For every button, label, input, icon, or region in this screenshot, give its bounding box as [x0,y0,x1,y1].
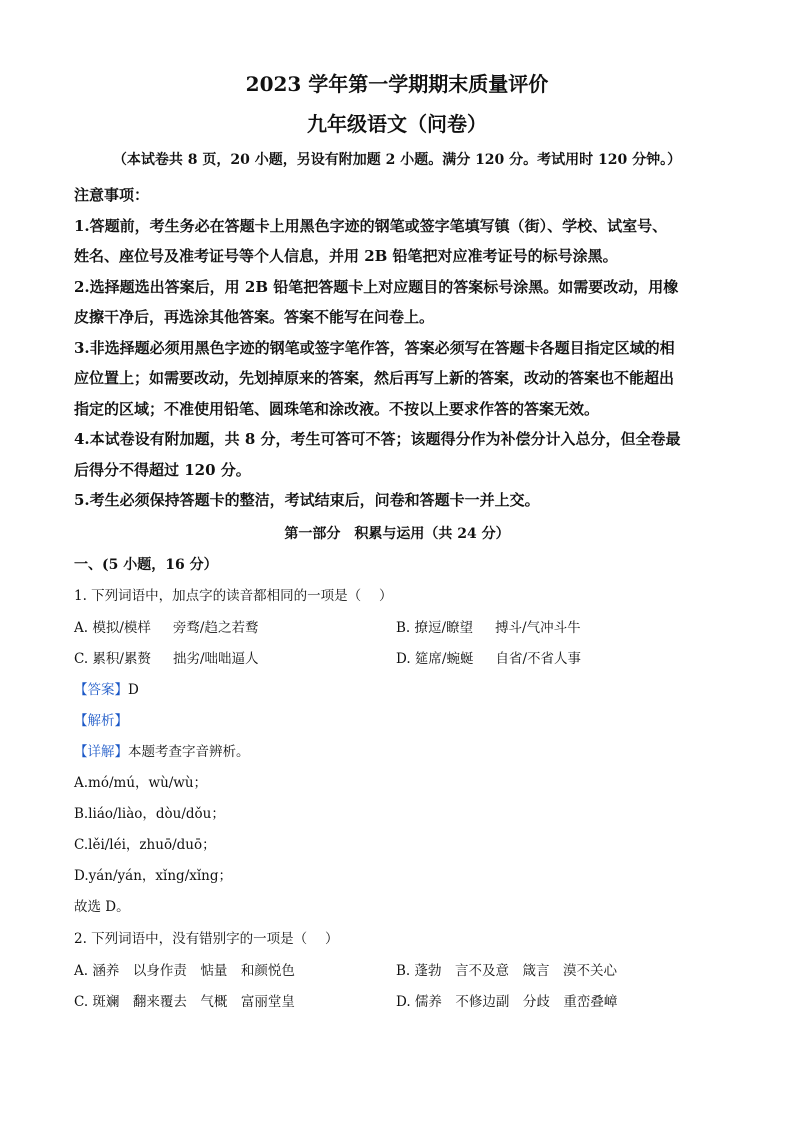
instruction-line: 4.本试卷设有附加题，共 8 分，考生可答可不答；该题得分作为补偿分计入总分，但全卷最 [74,430,681,448]
question-2-stem: 2. 下列词语中，没有错别字的一项是（ ） [74,931,339,947]
instruction-line: 3.非选择题必须用黑色字迹的钢笔或签字笔作答，答案必须写在答题卡各题目指定区域的相 [74,338,675,357]
option-d-label: D. 筵席/蜿蜒 [396,651,474,667]
option-c-extra: 拙劣/咄咄逼人 [172,651,259,667]
exam-subtitle: 九年级语文（问卷） [307,112,487,136]
instruction-line: 指定的区域；不准使用铅笔、圆珠笔和涂改液。不按以上要求作答的答案无效。 [74,399,600,418]
analysis-line: C.lěi/léi，zhuō/duō； [74,837,216,853]
option-a-label: A. 模拟/模样 [74,620,151,636]
answer-line [74,680,139,700]
instruction-line: 应位置上；如需要改动，先划掉原来的答案，然后再写上新的答案，改动的答案也不能超出 [74,369,675,387]
option-b-extra: 搏斗/气冲斗牛 [495,620,581,636]
q2-option-c: C. 斑斓 翻来覆去 气概 富丽堂皇 [74,994,295,1010]
analysis-line: A.mó/mú，wù/wù； [74,775,208,791]
option-c [74,649,259,669]
analysis-line: 故选 D。 [74,899,130,915]
question-1-stem: 1. 下列词语中，加点字的读音都相同的一项是（ ） [74,588,393,604]
exam-note: （本试卷共 8 页，20 小题，另设有附加题 2 小题。满分 120 分。考试用时 120 分钟。） [112,152,682,168]
answer-tag: 【答案】 [74,682,128,698]
instruction-line: 1.答题前，考生务必在答题卡上用黑色字迹的钢笔或签字笔填写镇（街）、学校、试室号、 [74,216,668,235]
option-b-label: B. 撩逗/瞭望 [396,620,474,636]
instruction-line: 皮擦干净后，再选涂其他答案。答案不能写在问卷上。 [74,308,435,326]
q2-option-a: A. 涵养 以身作责 惦量 和颜悦色 [74,963,295,979]
instruction-line: 后得分不得超过 120 分。 [74,460,251,479]
q2-option-d: D. 儒养 不修边副 分歧 重峦叠嶂 [396,994,618,1010]
exam-title: 2023 学年第一学期期末质量评价 [245,72,549,96]
instruction-line: 姓名、座位号及准考证号等个人信息，并用 2B 铅笔把对应准考证号的标号涂黑。 [74,247,618,265]
analysis-line: B.liáo/liào，dòu/dǒu； [74,806,225,822]
instructions-heading: 注意事项： [74,186,150,204]
answer-value: D [128,682,139,698]
option-c-label: C. 累积/累赘 [74,651,151,667]
detail-text: 本题考查字音辨析。 [128,744,250,760]
instruction-line: 5.考生必须保持答题卡的整洁，考试结束后，问卷和答题卡一并上交。 [74,491,540,509]
analysis-tag: 【解析】 [74,713,128,729]
option-a [74,618,258,638]
section-title: 一、(5 小题，16 分） [74,557,218,573]
option-a-extra: 旁骛/趋之若鹜 [172,620,259,636]
detail-line [74,742,250,762]
instruction-line: 2.选择题选出答案后，用 2B 铅笔把答题卡上对应题目的答案标号涂黑。如需要改动，用橡 [74,277,679,296]
part-title: 第一部分 积累与运用（共 24 分） [284,526,510,542]
option-d [396,649,581,669]
option-d-extra: 自省/不省人事 [495,651,582,667]
detail-tag: 【详解】 [74,744,128,760]
q2-option-b: B. 蓬勃 言不及意 箴言 漠不关心 [396,963,618,979]
instructions-block [74,180,724,516]
option-b [396,618,581,638]
analysis-line: D.yán/yán，xǐng/xǐng； [74,868,233,884]
